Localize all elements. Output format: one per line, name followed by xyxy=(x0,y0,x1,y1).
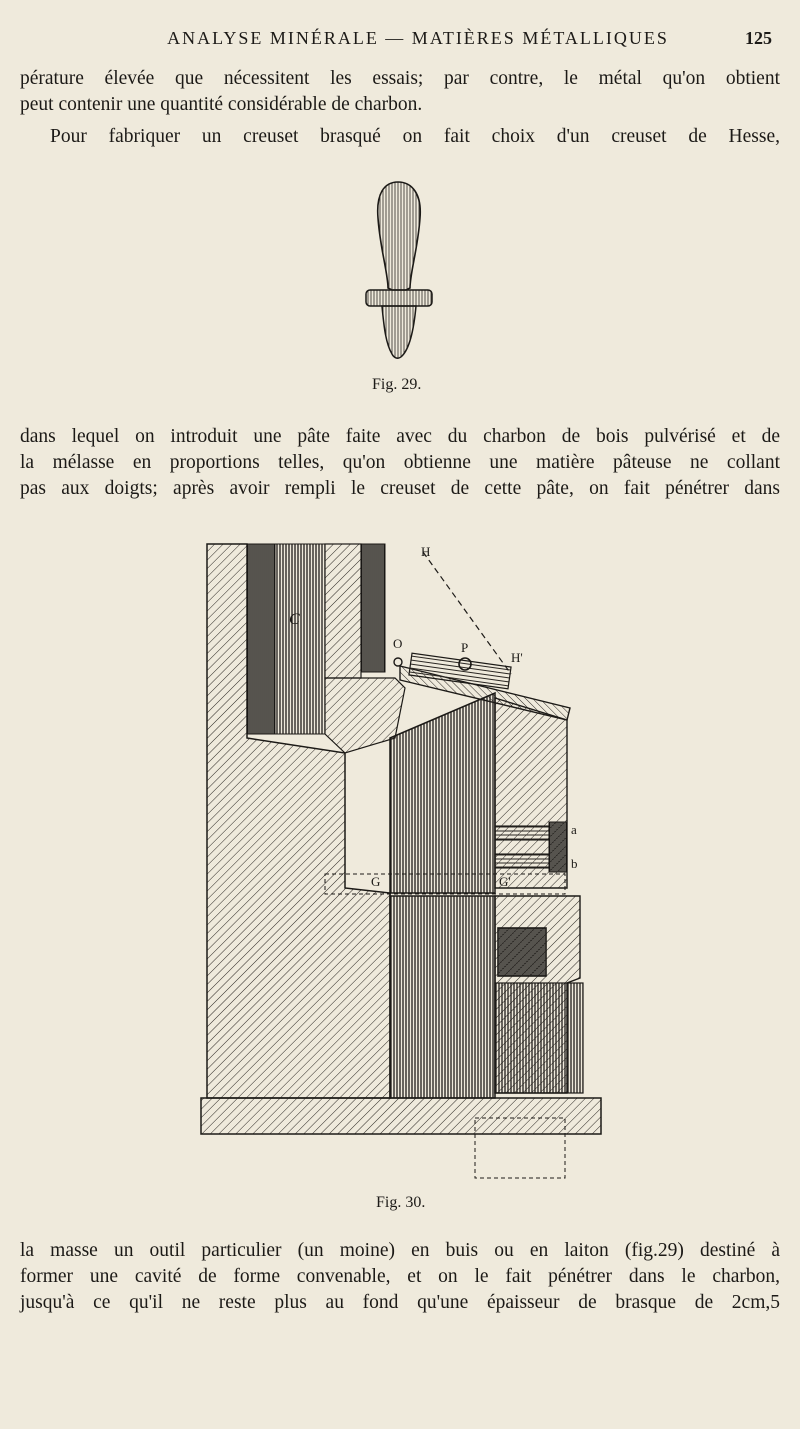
figure-30-caption: Fig. 30. xyxy=(376,1194,426,1211)
running-title: ANALYSE MINÉRALE — MATIÈRES MÉTALLIQUES xyxy=(167,28,669,48)
label-b: b xyxy=(571,856,578,871)
text-line: Pour fabriquer un creuset brasqué on fait choix d'un creuset de Hesse, xyxy=(50,126,780,147)
label-G: G xyxy=(371,874,381,889)
paragraph-2 xyxy=(50,124,780,150)
text-line: pas aux doigts; après avoir rempli le creuset de cette pâte, on fait pénétrer dans xyxy=(20,478,780,499)
label-H: H xyxy=(421,544,431,559)
text-line: la mélasse en proportions telles, qu'on obtienne une matière pâteuse ne collant xyxy=(20,452,780,473)
text-line: jusqu'à ce qu'il ne reste plus au fond qu'une épaisseur de brasque de 2cm,5 xyxy=(20,1292,780,1313)
text-line: peut contenir une quantité considérable de charbon. xyxy=(20,94,423,115)
paragraph-1 xyxy=(20,66,780,118)
label-P: P xyxy=(461,640,469,655)
paragraph-3 xyxy=(20,424,780,502)
label-C: C xyxy=(289,611,300,628)
label-O: O xyxy=(393,636,403,651)
text-line: former une cavité de forme convenable, et on le fait pénétrer dans le charbon, xyxy=(20,1266,780,1287)
figure-30-furnace-section xyxy=(195,538,615,1188)
text-line: dans lequel on introduit une pâte faite avec du charbon de bois pulvérisé et de xyxy=(20,426,780,447)
figure-29-moine-tool xyxy=(340,178,460,368)
label-G-prime: G' xyxy=(499,874,511,889)
page-number: 125 xyxy=(745,28,772,48)
text-line: la masse un outil particulier (un moine) en buis ou en laiton (fig.29) destiné à xyxy=(20,1240,780,1261)
label-a: a xyxy=(571,822,577,837)
text-line: pérature élevée que nécessitent les essais; par contre, le métal qu'on obtient xyxy=(20,68,780,89)
running-header xyxy=(18,28,778,56)
paragraph-4 xyxy=(20,1238,780,1316)
figure-29-caption: Fig. 29. xyxy=(372,376,422,393)
label-H-prime: H' xyxy=(511,650,523,665)
